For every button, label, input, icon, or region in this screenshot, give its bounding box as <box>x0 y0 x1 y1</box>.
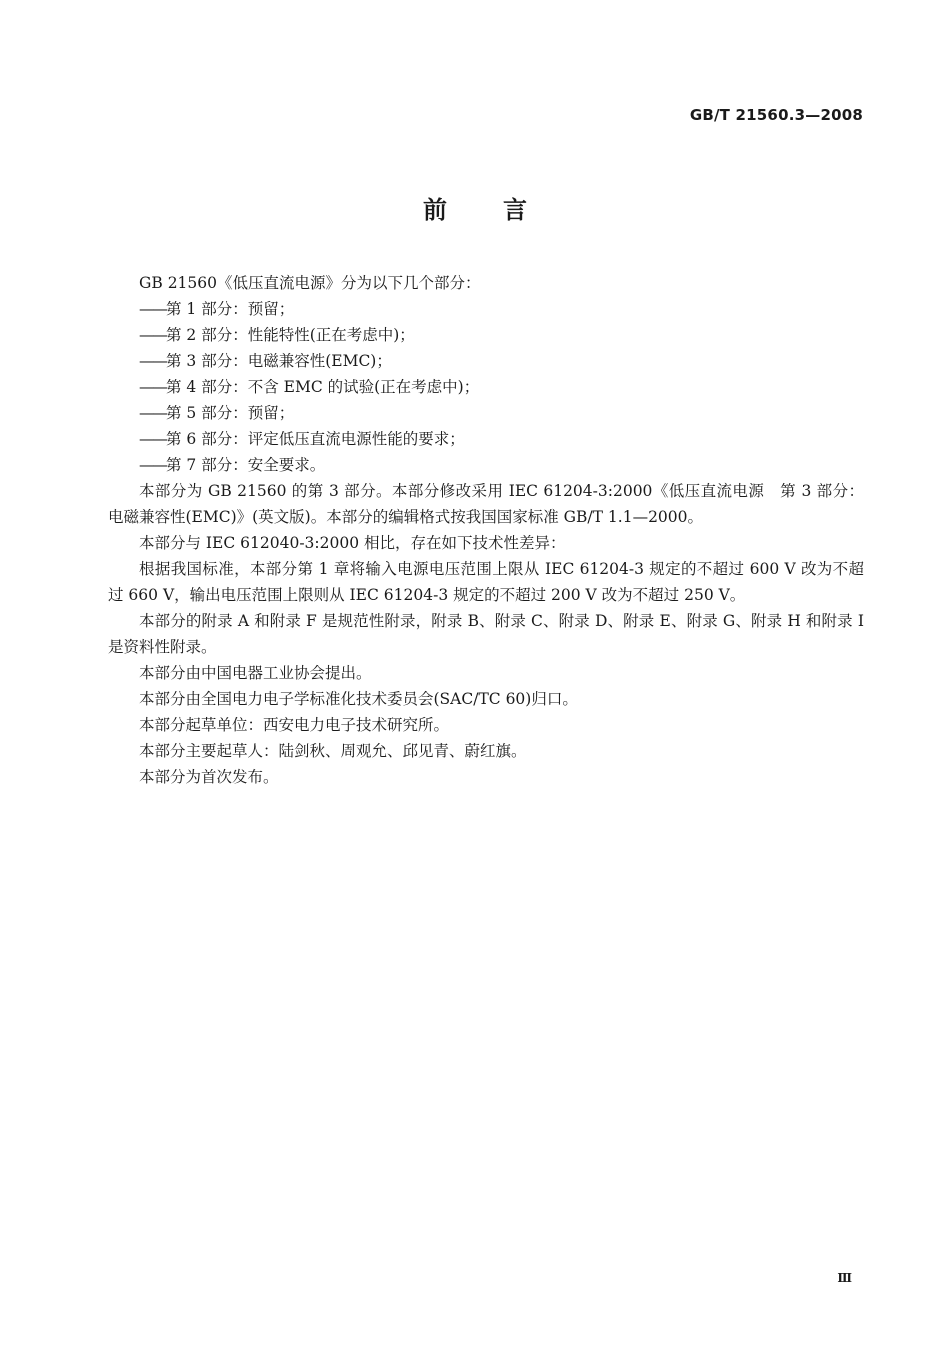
list-item <box>108 348 864 374</box>
list-dash: —— <box>139 352 166 370</box>
paragraph-committee: 本部分由全国电力电子学标准化技术委员会(SAC/TC 60)归口。 <box>139 690 578 708</box>
page-number: Ⅲ <box>837 1271 852 1285</box>
list-item <box>108 296 864 322</box>
list-item-text: 第 5 部分：预留； <box>166 404 295 422</box>
list-item-text: 第 2 部分：性能特性(正在考虑中)； <box>166 326 415 344</box>
document-body <box>108 270 864 790</box>
list-item <box>108 322 864 348</box>
paragraph-drafting-unit: 本部分起草单位：西安电力电子技术研究所。 <box>139 716 450 734</box>
list-item <box>108 374 864 400</box>
list-dash: —— <box>139 404 166 422</box>
list-item-text: 第 7 部分：安全要求。 <box>166 456 326 474</box>
list-item <box>108 400 864 426</box>
paragraph-drafters: 本部分主要起草人：陆剑秋、周观允、邱见青、蔚红旗。 <box>139 742 527 760</box>
paragraph-first-release: 本部分为首次发布。 <box>139 768 279 786</box>
list-item-text: 第 1 部分：预留； <box>166 300 295 318</box>
paragraph-proposer: 本部分由中国电器工业协会提出。 <box>139 664 372 682</box>
paragraph-annexes: 本部分的附录 A 和附录 F 是规范性附录，附录 B、附录 C、附录 D、附录 E、附录 G、附录 H 和附录 I 是资料性附录。 <box>108 612 864 656</box>
intro-paragraph: GB 21560《低压直流电源》分为以下几个部分： <box>139 274 481 292</box>
list-dash: —— <box>139 430 166 448</box>
list-dash: —— <box>139 378 166 396</box>
list-item-text: 第 4 部分：不含 EMC 的试验(正在考虑中)； <box>166 378 480 396</box>
list-dash: —— <box>139 300 166 318</box>
paragraph-differences-intro: 本部分与 IEC 612040-3:2000 相比，存在如下技术性差异： <box>139 534 566 552</box>
paragraph-scope: 本部分为 GB 21560 的第 3 部分。本部分修改采用 IEC 61204-3:2000《低压直流电源 第 3 部分：电磁兼容性(EMC)》(英文版)。本部分的编辑格式按我国国家标准 GB/T 1.1—2000。 <box>108 482 864 526</box>
list-dash: —— <box>139 456 166 474</box>
page-title: 前言 <box>423 196 583 224</box>
list-item <box>108 452 864 478</box>
paragraph-differences-detail: 根据我国标准，本部分第 1 章将输入电源电压范围上限从 IEC 61204-3 规定的不超过 600 V 改为不超过 660 V，输出电压范围上限则从 IEC 61204-3 规定的不超过 200 V 改为不超过 250 V。 <box>108 560 864 604</box>
list-dash: —— <box>139 326 166 344</box>
list-item-text: 第 6 部分：评定低压直流电源性能的要求； <box>166 430 465 448</box>
standard-number: GB/T 21560.3—2008 <box>689 106 863 124</box>
list-item <box>108 426 864 452</box>
list-item-text: 第 3 部分：电磁兼容性(EMC)； <box>166 352 392 370</box>
